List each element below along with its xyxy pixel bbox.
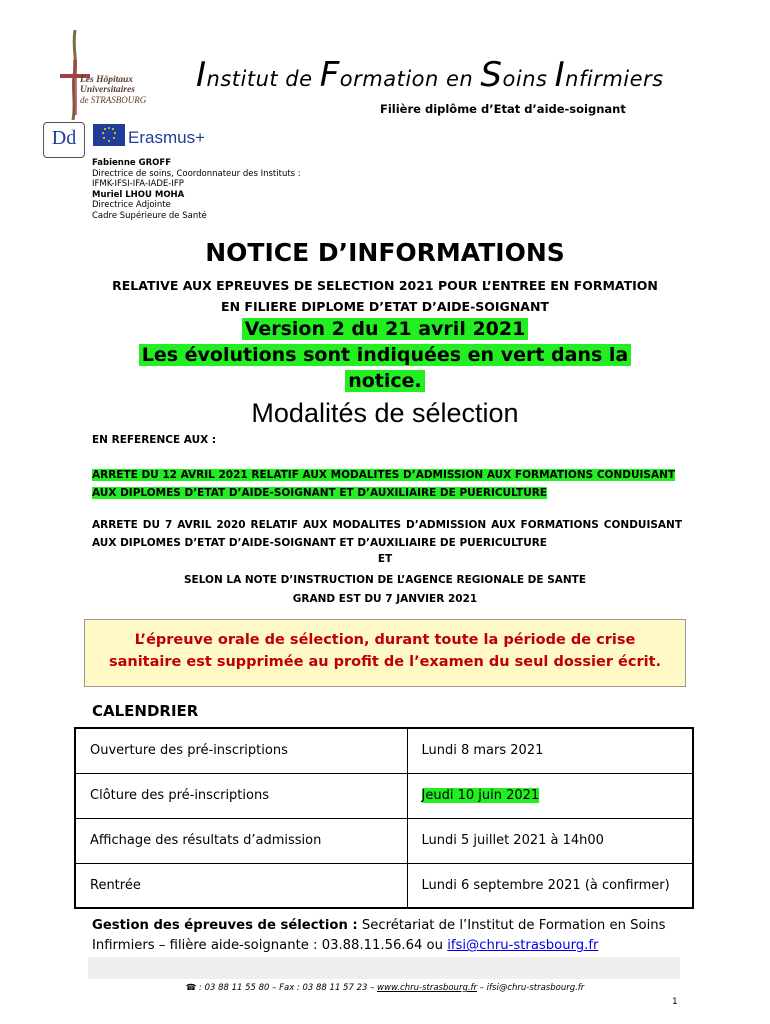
version-line: Les évolutions sont indiquées en vert dans la <box>139 344 632 366</box>
notice-relative-line: RELATIVE AUX EPREUVES DE SELECTION 2021 POUR L’ENTREE EN FORMATION <box>112 278 658 293</box>
calendar-value <box>407 773 693 818</box>
gestion-label: Gestion des épreuves de sélection : <box>92 918 358 933</box>
arrete-2021 <box>92 466 682 502</box>
footer-text: : 03 88 11 55 80 – Fax : 03 88 11 57 23 – <box>196 983 378 993</box>
ars-note <box>0 571 770 609</box>
staff-role: Directrice Adjointe <box>92 200 171 210</box>
page-footer <box>0 983 770 993</box>
modalites-heading: Modalités de sélection <box>251 398 519 428</box>
page-number: 1 <box>672 997 678 1007</box>
crise-notice-box <box>84 619 686 687</box>
version-line: notice. <box>345 370 425 392</box>
notice-title: NOTICE D’INFORMATIONS <box>205 238 565 267</box>
calendar-value-highlight: Jeudi 10 juin 2021 <box>421 788 540 803</box>
gestion-email-link[interactable]: ifsi@chru-strasbourg.fr <box>447 938 599 953</box>
calendar-label: Clôture des pré-inscriptions <box>75 773 407 818</box>
reference-label: EN REFERENCE AUX : <box>92 434 217 446</box>
crise-line: sanitaire est supprimée au profit de l’examen du seul dossier écrit. <box>108 654 662 670</box>
calendar-label: Ouverture des pré-inscriptions <box>75 728 407 773</box>
hopitaux-logo-text <box>80 75 146 105</box>
arrete-line: ARRETE DU 12 AVRIL 2021 RELATIF AUX MODALITES D’ADMISSION AUX FORMATIONS CONDUISANT <box>92 469 676 481</box>
staff-role: Directrice de soins, Coordonnateur des Instituts : <box>92 168 301 179</box>
arrete-line: AUX DIPLOMES D’ETAT D’AIDE-SOIGNANT ET D’AUXILIAIRE DE PUERICULTURE <box>92 487 547 499</box>
table-row <box>75 863 693 908</box>
staff-role: IFMK-IFSI-IFA-IADE-IFP <box>92 179 184 189</box>
arrete-2020: ARRETE DU 7 AVRIL 2020 RELATIF AUX MODALITES D’ADMISSION AUX FORMATIONS CONDUISANT AUX DIPLOMES D’ETAT D’AIDE-SOIGNANT ET D’AUXILIAIRE DE PUERICULTURE <box>92 519 682 549</box>
logo-line: Universitaires <box>80 85 135 95</box>
staff-name: Muriel LHOU MOHA <box>92 189 185 200</box>
gestion-paragraph <box>92 916 692 956</box>
eu-flag-icon <box>93 124 125 146</box>
version-notice <box>0 316 770 394</box>
calendar-value: Lundi 5 juillet 2021 à 14h00 <box>407 818 693 863</box>
phone-icon: ☎ <box>185 983 197 993</box>
logo-line: de STRASBOURG <box>80 95 147 105</box>
gestion-text: Secrétariat de l’Institut de Formation en Soins Infirmiers – filière aide-soignante : 03.88.11.56.64 ou <box>92 918 666 953</box>
ars-note-line: SELON LA NOTE D’INSTRUCTION DE L’AGENCE REGIONALE DE SANTE <box>183 574 587 586</box>
grey-bar <box>88 957 680 979</box>
et-label: ET <box>377 553 393 565</box>
institute-title: Institut de Formation en Soins Infirmiers <box>196 55 664 95</box>
table-row <box>75 728 693 773</box>
footer-text: – ifsi@chru-strasbourg.fr <box>477 983 585 993</box>
table-row <box>75 773 693 818</box>
calendar-title: CALENDRIER <box>92 702 199 720</box>
calendar-label: Affichage des résultats d’admission <box>75 818 407 863</box>
logo-line: Les Hôpitaux <box>80 75 134 85</box>
notice-relative-line: EN FILIERE DIPLOME D’ETAT D’AIDE-SOIGNANT <box>221 299 549 314</box>
dd-logo-icon: Dd <box>43 122 85 158</box>
institute-subtitle: Filière diplôme d’Etat d’aide-soignant <box>380 102 626 116</box>
ars-note-line: GRAND EST DU 7 JANVIER 2021 <box>292 593 478 605</box>
staff-role: Cadre Supérieure de Santé <box>92 210 207 221</box>
notice-relative <box>0 275 770 317</box>
calendar-value: Lundi 8 mars 2021 <box>407 728 693 773</box>
staff-block <box>92 158 301 221</box>
table-row <box>75 818 693 863</box>
footer-website-link[interactable]: www.chru-strasbourg.fr <box>377 983 478 993</box>
calendar-table <box>74 727 694 909</box>
staff-name: Fabienne GROFF <box>92 158 171 168</box>
erasmus-label: Erasmus+ <box>128 128 205 147</box>
calendar-value: Lundi 6 septembre 2021 (à confirmer) <box>407 863 693 908</box>
calendar-label: Rentrée <box>75 863 407 908</box>
crise-line: L’épreuve orale de sélection, durant toute la période de crise <box>134 632 636 648</box>
version-line: Version 2 du 21 avril 2021 <box>242 318 529 340</box>
